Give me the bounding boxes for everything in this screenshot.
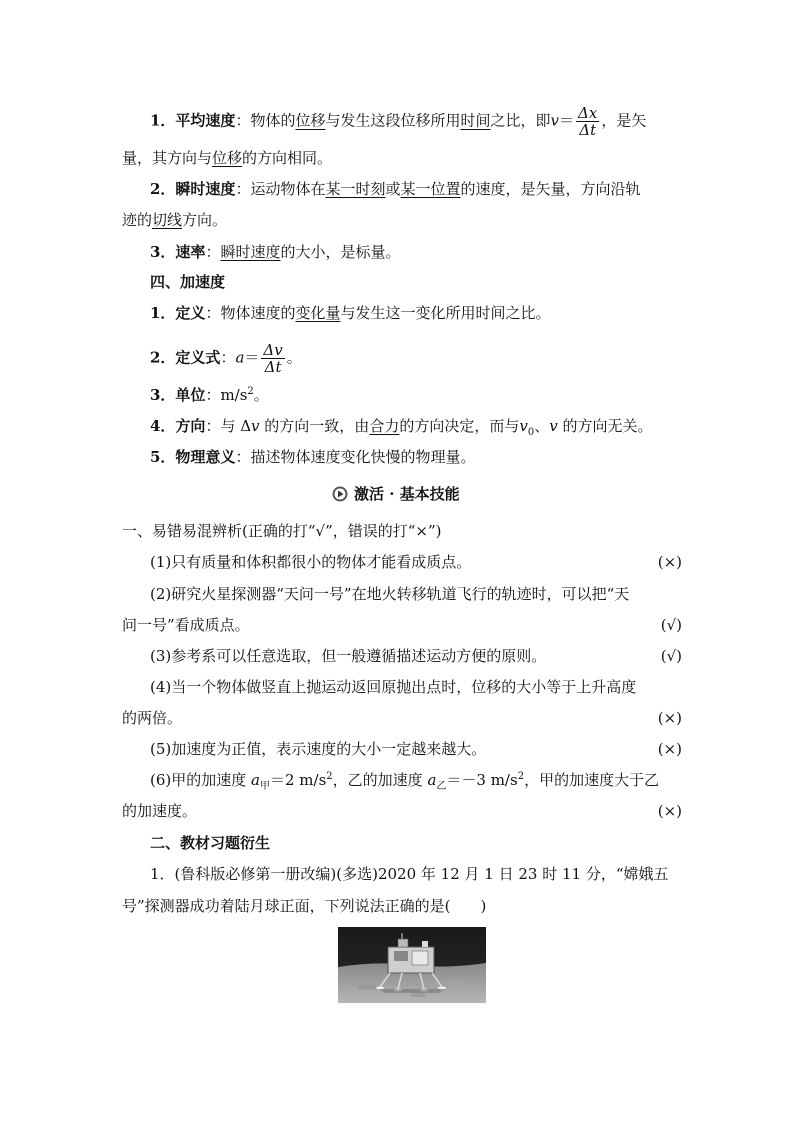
judge-item-1: (1)只有质量和体积都很小的物体才能看成质点。 (×) (150, 553, 682, 571)
speed-line: 3．速率：瞬时速度的大小，是标量。 (150, 243, 401, 261)
answer-mark: (×) (657, 740, 682, 758)
answer-mark: (√) (660, 616, 682, 634)
judge-item-3: (3)参考系可以任意选取，但一般遵循描述运动方便的原则。 (√) (150, 647, 682, 665)
answer-mark: (×) (657, 709, 682, 727)
inst-velocity-line-1: 2．瞬时速度：运动物体在某一时刻或某一位置的速度，是矢量，方向沿轨 (150, 180, 641, 198)
accel-unit: 3．单位：$m/s^2$。 (150, 386, 269, 404)
accel-heading: 四、加速度 (150, 273, 226, 291)
answer-mark: (×) (657, 553, 682, 571)
judge-item-6-line-1: (6)甲的加速度 $a_甲=2$ $m/s^2$，乙的加速度 $a_乙=-3$ $m/s^2$，甲的加速度大于乙 (150, 771, 660, 792)
judge-item-5: (5)加速度为正值，表示速度的大小一定越来越大。 (×) (150, 740, 682, 758)
accel-formula: 2．定义式：a＝ $\frac{\Delta v}{\Delta t}$ 。 (150, 341, 302, 376)
inst-velocity-line-2: 迹的切线方向。 (122, 211, 228, 229)
judge-item-2-line-2: 问一号”看成质点。 (√) (122, 616, 682, 634)
accel-definition: 1．定义：物体速度的变化量与发生这一变化所用时间之比。 (150, 304, 551, 322)
underlined-blank: 位移 (212, 149, 243, 167)
problem-1-line-1: 1．(鲁科版必修第一册改编)(多选)2020 年 12 月 1 日 23 时 11 分，“嫦娥五 (150, 865, 669, 883)
underlined-blank: 某一时刻 (325, 180, 386, 198)
judge-item-4-line-2: 的两倍。 (×) (122, 709, 682, 727)
judge-heading: 一、易错易混辨析(正确的打“√”，错误的打“×”) (122, 522, 442, 540)
judge-item-6-line-2: 的加速度。 (×) (122, 802, 682, 820)
underlined-blank: 某一位置 (400, 180, 461, 198)
answer-mark: (×) (657, 802, 682, 820)
accel-meaning: 5．物理意义：描述物体速度变化快慢的物理量。 (150, 448, 476, 466)
problem-1-line-2: 号”探测器成功着陆月球正面，下列说法正确的是( ) (122, 897, 487, 915)
judge-item-2-line-1: (2)研究火星探测器“天问一号”在地火转移轨道飞行的轨迹时，可以把“天 (150, 585, 630, 603)
textbook-heading: 二、教材习题衍生 (150, 834, 271, 852)
fraction-dx-dt: $\frac{\Delta x}{\Delta t}$ (578, 104, 598, 139)
answer-mark: (√) (660, 647, 682, 665)
lunar-lander-photo (338, 927, 486, 1003)
underlined-blank: 时间 (460, 111, 491, 130)
accel-direction: 4．方向：与 Δv 的方向一致，由合力的方向决定，而与$v_0$、v 的方向无关。 (150, 417, 653, 438)
avg-velocity-line-1: 1．平均速度：物体的位移与发生这段位移所用时间之比，即v＝ $\frac{\Delta x}{\Delta t}$ ，是矢 (150, 104, 647, 139)
underlined-blank: 变化量 (295, 304, 341, 322)
fraction-dv-dt: $\frac{\Delta v}{\Delta t}$ (263, 341, 283, 376)
avg-velocity-line-2: 量，其方向与位移的方向相同。 (122, 149, 333, 167)
section-banner (332, 483, 532, 505)
play-circle-icon (332, 486, 348, 502)
judge-item-4-line-1: (4)当一个物体做竖直上抛运动返回原抛出点时，位移的大小等于上升高度 (150, 678, 637, 696)
underlined-blank: 瞬时速度 (220, 243, 281, 261)
avg-velocity-term: 1．平均速度 (150, 111, 236, 130)
underlined-blank: 合力 (369, 417, 400, 435)
section-title: 激活 · 基本技能 (354, 485, 460, 503)
underlined-blank: 位移 (295, 111, 326, 130)
underlined-blank: 切线 (152, 211, 183, 229)
